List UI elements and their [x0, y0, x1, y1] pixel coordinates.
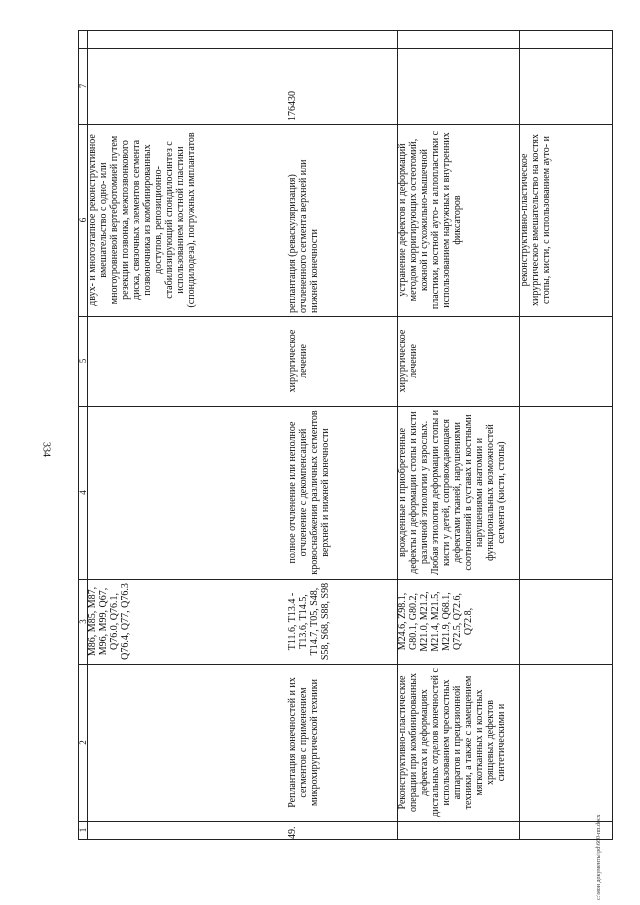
- column-header-6: 6: [78, 217, 88, 223]
- column-header-1: 1: [78, 827, 88, 833]
- row-next-name: Реконструктивно-пластические операции при комбинированных дефектах и деформациях дистальных отделов конечностей с использованием чрескостных аппаратов и прецизионной техники, а также с замещением мягкотканных и костных хрящевых дефектов синтетическими и: [397, 668, 507, 817]
- row-49-number: 49.: [287, 826, 298, 839]
- column-header-5: 5: [78, 358, 88, 364]
- row-49-name: Реплантация конечностей и их сегментов с применением микрохирургической техники: [287, 677, 320, 808]
- row-49-method: реплантация (реваскуляризация) отчлененного сегмента верхней или нижней конечности: [287, 159, 320, 313]
- row-next-diagnosis: врожденные и приобретенные дефекты и деформации стопы и кисти различной этиологии у взрослых. Любая этиология деформации стопы и кисти у детей, сопровождающаяся дефектами тканей, нарушениями соотношений в суставах и костными нарушениями анатомии и функциональных возможностей сегмента (кисти, стопы): [397, 409, 507, 576]
- column-header-4: 4: [78, 490, 88, 495]
- column-header-7: 7: [78, 83, 88, 89]
- row-next-method-2: реконструктивно-пластическое хирургическое вмешательство на костях стопы, кисти, с использованием ауто- и: [519, 134, 552, 306]
- row-next-treatment-type: хирургическое лечение: [397, 329, 419, 393]
- cont-description-cell: двух- и многоэтапное реконструктивное вмешательство с одно- или многоуровневой вертебротомией путем резекции позвонка, межпозвонкового диска, связочных элементов сегмента позвоночника из комбинированных доступов, репозиционно-стабилизирующий спондилосинтез с использованием костной пластики (спондилодеза), погружных имплантатов: [87, 132, 197, 308]
- medical-procedures-table: [78, 30, 613, 840]
- row-next-method-1: устранение дефектов и деформаций методом корригирующих остеотомий, кожной и сухожильно-мышечной пластики, костной ауто- и аллопластики с использованием наружных и внутренних фиксаторов: [397, 130, 463, 310]
- row-49-diagnosis: полное отчленение или неполное отчленение с декомпенсацией кровоснабжения различных сегментов верхней и нижней конечности: [287, 410, 331, 575]
- column-header-2: 2: [78, 740, 88, 745]
- row-49-cost: 176430: [287, 91, 298, 121]
- page-number: 334: [40, 442, 52, 457]
- cont-codes-cell: M86, M85, M87, M96, M99, Q67, Q76.0, Q76.1, Q76.4, Q77, Q76.3: [87, 583, 131, 660]
- column-header-3: 3: [78, 619, 88, 624]
- row-49-codes: T11.6, T13.4 - T13.6, T14.5, T14.7, T05, S48, S58, S68, S88, S98: [287, 582, 331, 661]
- row-49-treatment-type: хирургическое лечение: [287, 329, 309, 393]
- column-header-row: [79, 31, 614, 48]
- row-divider: [79, 821, 612, 822]
- footer-file-path: c:\мои документы\pd\660-пп.docx: [596, 814, 602, 900]
- row-next-codes: M24.6, Z98.1, G80.1, G80.2, M21.0, M21.2, M21.4, M21.5, M21.9, Q68.1, Q72.5, Q72.6, Q72.8,: [397, 591, 474, 652]
